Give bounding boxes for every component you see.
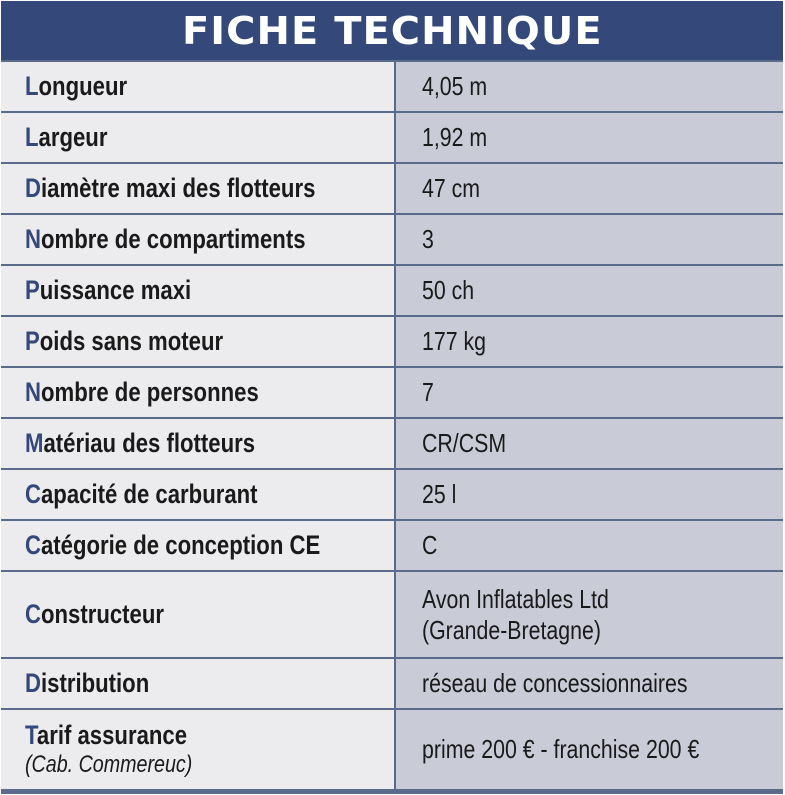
table-row	[1, 317, 783, 366]
table-row	[1, 521, 783, 570]
row-label: Distribution	[1, 659, 394, 708]
row-value: C	[396, 521, 783, 570]
table-row	[1, 113, 783, 162]
row-value: 3	[396, 215, 783, 264]
spec-table	[1, 62, 783, 789]
table-row	[1, 266, 783, 315]
row-label: Capacité de carburant	[1, 470, 394, 519]
table-row	[1, 470, 783, 519]
row-value: CR/CSM	[396, 419, 783, 468]
row-value: 177 kg	[396, 317, 783, 366]
table-row	[1, 659, 783, 708]
sheet-title: FICHE TECHNIQUE	[1, 1, 783, 60]
row-value-line2: (Grande-Bretagne)	[422, 614, 601, 645]
table-row	[1, 164, 783, 213]
row-value: réseau de concessionnaires	[396, 659, 783, 708]
table-row	[1, 710, 783, 789]
spec-sheet	[1, 1, 783, 794]
row-sublabel: (Cab. Commereuc)	[25, 751, 193, 778]
table-row	[1, 62, 783, 111]
row-label: Poids sans moteur	[1, 317, 394, 366]
row-value: 1,92 m	[396, 113, 783, 162]
row-label: Longueur	[1, 62, 394, 111]
row-label: Tarif assurance (Cab. Commereuc)	[1, 710, 394, 789]
row-value: Avon Inflatables Ltd (Grande-Bretagne)	[396, 572, 783, 657]
row-label: Catégorie de conception CE	[1, 521, 394, 570]
row-value: 7	[396, 368, 783, 417]
row-label: Diamètre maxi des flotteurs	[1, 164, 394, 213]
row-label: Nombre de personnes	[1, 368, 394, 417]
row-value: 25 l	[396, 470, 783, 519]
table-row	[1, 368, 783, 417]
row-value: 47 cm	[396, 164, 783, 213]
row-label: Puissance maxi	[1, 266, 394, 315]
table-row	[1, 419, 783, 468]
table-row	[1, 572, 783, 657]
row-label: Constructeur	[1, 572, 394, 657]
row-value: prime 200 € - franchise 200 €	[396, 710, 783, 789]
row-label: Nombre de compartiments	[1, 215, 394, 264]
row-label: Matériau des flotteurs	[1, 419, 394, 468]
row-label: Largeur	[1, 113, 394, 162]
row-value: 4,05 m	[396, 62, 783, 111]
row-value: 50 ch	[396, 266, 783, 315]
table-row	[1, 215, 783, 264]
